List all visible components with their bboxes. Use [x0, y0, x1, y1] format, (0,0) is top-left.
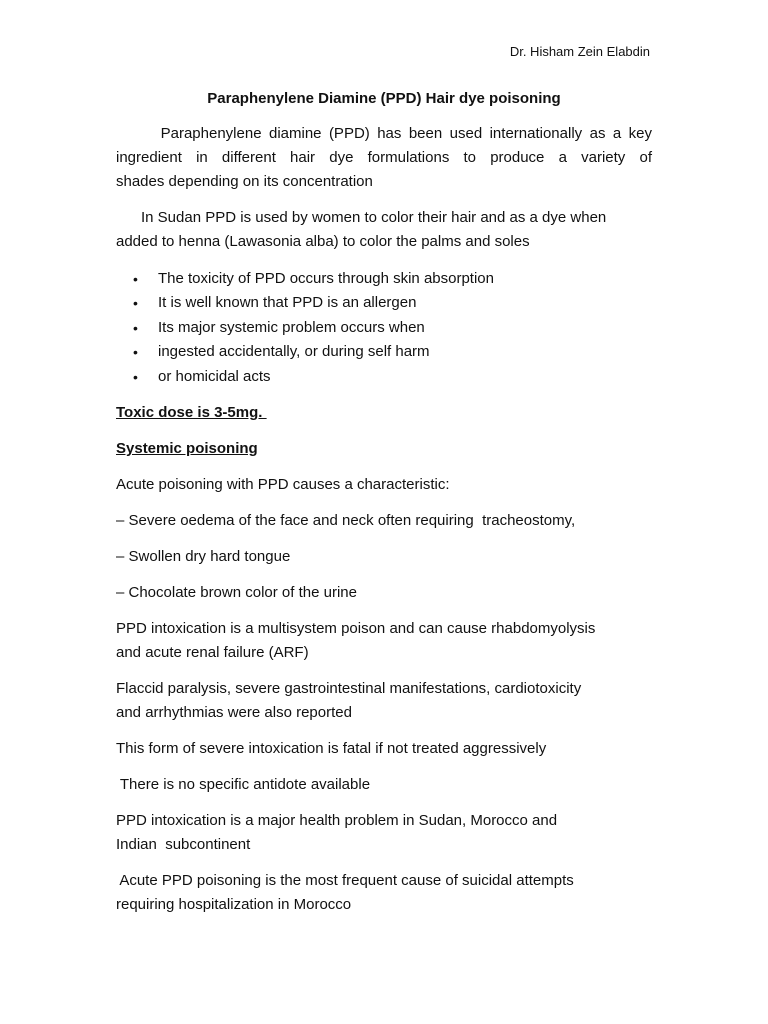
bullet-icon: • [133, 271, 138, 287]
symptom-item: – Severe oedema of the face and neck often requiring tracheostomy, [116, 512, 576, 529]
health-problem-paragraph-line: PPD intoxication is a major health problem in Sudan, Morocco and [116, 812, 558, 829]
suicidal-paragraph-line: Acute PPD poisoning is the most frequent cause of suicidal attempts [116, 872, 574, 889]
symptom-item: – Swollen dry hard tongue [116, 548, 291, 565]
flaccid-paragraph-line: Flaccid paralysis, severe gastrointestinal manifestations, cardiotoxicity [116, 680, 582, 697]
intro-paragraph-line: ingredient in different hair dye formulations to produce a variety of [116, 149, 652, 166]
bullet-item: The toxicity of PPD occurs through skin absorption [158, 270, 494, 287]
document-title: Paraphenylene Diamine (PPD) Hair dye poisoning [207, 90, 561, 107]
author-name: Dr. Hisham Zein Elabdin [509, 44, 650, 59]
health-problem-paragraph-line: Indian subcontinent [116, 836, 251, 853]
sudan-paragraph-line: In Sudan PPD is used by women to color their hair and as a dye when [116, 209, 607, 226]
bullet-item: or homicidal acts [158, 368, 271, 385]
intro-paragraph-line: Paraphenylene diamine (PPD) has been used internationally as a key [116, 125, 652, 142]
fatal-statement: This form of severe intoxication is fatal if not treated aggressively [116, 740, 547, 757]
multisystem-paragraph-line: and acute renal failure (ARF) [116, 644, 309, 661]
flaccid-paragraph-line: and arrhythmias were also reported [116, 704, 352, 721]
symptom-item: – Chocolate brown color of the urine [116, 584, 357, 601]
bullet-item: ingested accidentally, or during self harm [158, 343, 430, 360]
intro-paragraph-line: shades depending on its concentration [116, 173, 373, 190]
bullet-item: It is well known that PPD is an allergen [158, 294, 417, 311]
bullet-icon: • [133, 320, 138, 336]
suicidal-paragraph-line: requiring hospitalization in Morocco [116, 896, 352, 913]
antidote-statement: There is no specific antidote available [116, 776, 371, 793]
bullet-icon: • [133, 369, 138, 385]
bullet-item: Its major systemic problem occurs when [158, 319, 425, 336]
bullet-icon: • [133, 344, 138, 360]
systemic-poisoning-heading: Systemic poisoning [116, 440, 258, 457]
toxic-dose-heading: Toxic dose is 3-5mg. [116, 404, 267, 421]
acute-poisoning-intro: Acute poisoning with PPD causes a characteristic: [116, 476, 450, 493]
sudan-paragraph-line: added to henna (Lawasonia alba) to color the palms and soles [116, 233, 530, 250]
bullet-icon: • [133, 295, 138, 311]
multisystem-paragraph-line: PPD intoxication is a multisystem poison and can cause rhabdomyolysis [116, 620, 596, 637]
